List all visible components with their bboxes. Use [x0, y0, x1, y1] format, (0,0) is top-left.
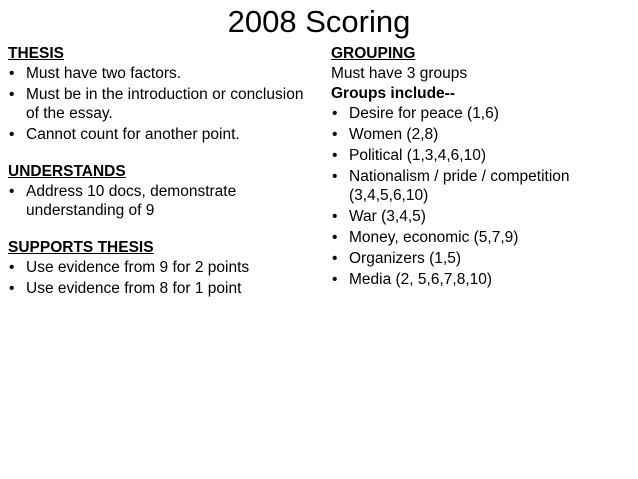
list-item-text: Nationalism / pride / competition (3,4,5,6,10): [349, 168, 570, 204]
bullet-icon: •: [332, 208, 338, 225]
bullet-icon: •: [332, 229, 338, 246]
list-item-text: Use evidence from 8 for 1 point: [26, 280, 242, 297]
list-item-text: Women (2,8): [349, 126, 439, 143]
list-item: [331, 104, 631, 123]
list-item: [8, 182, 288, 220]
right-column: [331, 44, 631, 291]
list-item: [331, 125, 631, 144]
grouping-heading: GROUPING: [331, 45, 416, 62]
list-item-text: Address 10 docs, demonstrate understanding of 9: [26, 183, 237, 219]
list-item: [8, 258, 276, 277]
bullet-icon: •: [9, 65, 15, 82]
list-item: [8, 279, 276, 298]
bullet-icon: •: [9, 259, 15, 276]
list-item-text: Money, economic (5,7,9): [349, 229, 519, 246]
list-item-text: Media (2, 5,6,7,8,10): [349, 271, 493, 288]
list-item: [8, 125, 308, 144]
list-item: [331, 270, 631, 289]
list-item: [331, 146, 631, 165]
list-item: [331, 167, 631, 205]
list-item-text: Desire for peace (1,6): [349, 105, 499, 122]
thesis-heading: THESIS: [8, 45, 64, 62]
list-item-text: Organizers (1,5): [349, 250, 461, 267]
bullet-icon: •: [332, 126, 338, 143]
list-item-text: Cannot count for another point.: [26, 126, 240, 143]
thesis-list: [8, 64, 308, 144]
list-item-text: Use evidence from 9 for 2 points: [26, 259, 250, 276]
left-column: [8, 44, 308, 300]
spacer: [8, 222, 308, 238]
spacer: [8, 146, 308, 162]
list-item: [8, 64, 308, 83]
list-item: [8, 85, 308, 123]
list-item-text: War (3,4,5): [349, 208, 426, 225]
supports-thesis-heading: SUPPORTS THESIS: [8, 239, 154, 256]
bullet-icon: •: [332, 147, 338, 164]
understands-list: [8, 182, 308, 220]
groups-list: [331, 104, 631, 289]
list-item-text: Political (1,3,4,6,10): [349, 147, 486, 164]
bullet-icon: •: [332, 168, 338, 185]
list-item: [331, 249, 631, 268]
groups-include-label: Groups include--: [331, 85, 455, 102]
bullet-icon: •: [332, 271, 338, 288]
list-item-text: Must be in the introduction or conclusion of the essay.: [26, 86, 304, 122]
slide-title: 2008 Scoring: [227, 4, 411, 39]
understands-heading: UNDERSTANDS: [8, 163, 126, 180]
bullet-icon: •: [9, 86, 15, 103]
bullet-icon: •: [9, 126, 15, 143]
bullet-icon: •: [332, 105, 338, 122]
bullet-icon: •: [9, 280, 15, 297]
bullet-icon: •: [332, 250, 338, 267]
list-item: [331, 207, 631, 226]
bullet-icon: •: [9, 183, 15, 200]
grouping-requirement: Must have 3 groups: [331, 65, 468, 82]
supports-thesis-list: [8, 258, 308, 298]
list-item: [331, 228, 631, 247]
list-item-text: Must have two factors.: [26, 65, 182, 82]
